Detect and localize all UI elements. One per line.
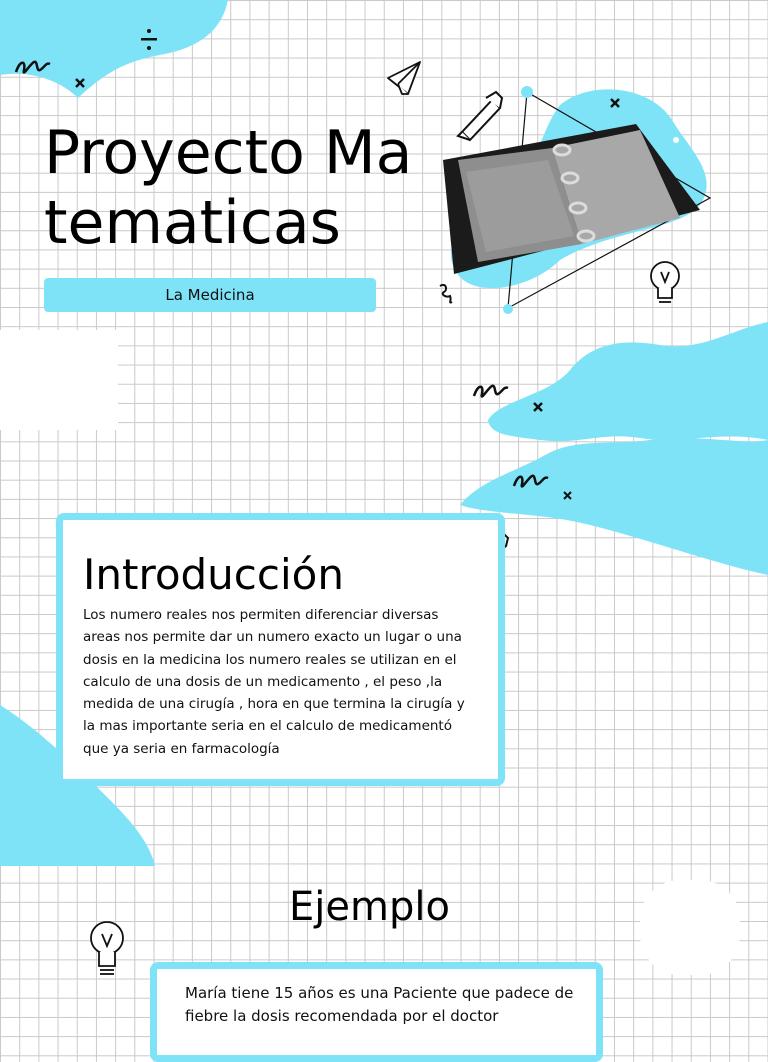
lightbulb-icon [91, 922, 123, 974]
example-heading: Ejemplo [289, 884, 450, 930]
paper-plane-icon [388, 62, 420, 94]
example-body: María tiene 15 años es una Paciente que padece de fiebre la dosis recomendada por el doctor [185, 984, 574, 1025]
page-title: Proyecto Matematicas [44, 118, 413, 259]
squiggle-icon [440, 285, 452, 303]
lightbulb-icon [651, 262, 679, 302]
white-patch-left [0, 330, 118, 430]
pen-icon [458, 92, 502, 140]
squiggle-icon [474, 386, 508, 397]
vertex-dot [503, 304, 513, 314]
intro-body: Los numero reales nos permiten diferenciar diversas areas nos permite dar un numero exacto un lugar o una dosis en la medicina los numero reales se utilizan en el calculo de una dosis de un medicamento , el peso ,la medida de una cirugía , hora en que termina la cirugía y la mas importante seria en el calculo de medicamentó que ya seria en farmacología [83, 607, 465, 757]
intro-heading: Introducción [83, 550, 344, 599]
blob-right-middle [488, 322, 768, 441]
white-patch-right [640, 880, 740, 975]
vertex-dot [521, 86, 533, 98]
subtitle-text: La Medicina [165, 286, 255, 304]
blob-right-lower [460, 438, 768, 575]
vertex-dot [672, 136, 680, 144]
subtitle-banner [44, 278, 376, 312]
blob-top-left [0, 0, 228, 98]
